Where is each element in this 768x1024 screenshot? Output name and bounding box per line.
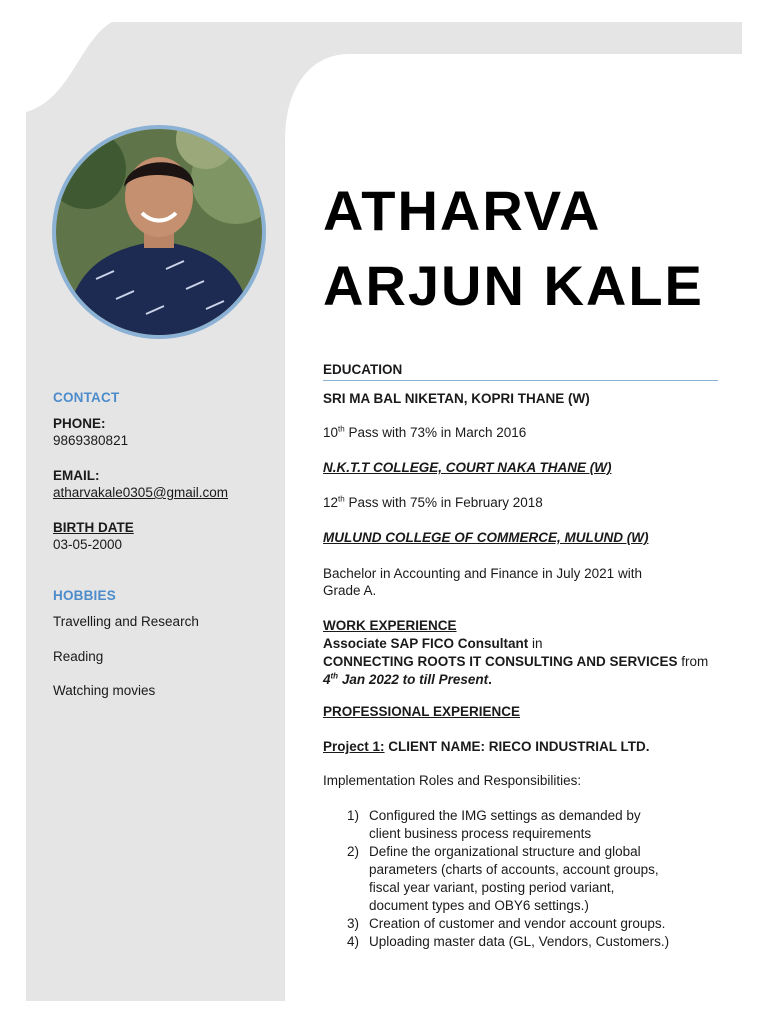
hobby-item: Reading — [53, 649, 104, 664]
person-avatar-icon — [56, 129, 262, 335]
school-1-result: 10th Pass with 73% in March 2016 — [323, 424, 527, 440]
phone-block — [53, 416, 268, 448]
hobby-item: Travelling and Research — [53, 614, 199, 629]
work-role: Associate SAP FICO Consultant in — [323, 636, 543, 651]
hobbies-heading: HOBBIES — [53, 588, 116, 603]
phone-label: PHONE: — [53, 416, 106, 431]
roles-heading: Implementation Roles and Responsibilities: — [323, 773, 582, 788]
profile-photo — [52, 125, 266, 339]
education-heading: EDUCATION — [323, 362, 403, 377]
school-2-name: N.K.T.T COLLEGE, COURT NAKA THANE (W) — [323, 460, 612, 475]
list-item: 4) Uploading master data (GL, Vendors, Customers.) — [347, 934, 670, 949]
email-link[interactable]: atharvakale0305@gmail.com — [53, 485, 229, 500]
school-3-result: Bachelor in Accounting and Finance in July 2021 with Grade A. — [323, 566, 642, 598]
birth-block — [53, 520, 268, 552]
hobby-item: Watching movies — [53, 683, 156, 698]
responsibilities-list — [323, 807, 723, 951]
list-item: 1) Configured the IMG settings as demanded by client business process requirements — [347, 808, 641, 841]
email-label: EMAIL: — [53, 468, 100, 483]
school-1-name: SRI MA BAL NIKETAN, KOPRI THANE (W) — [323, 391, 590, 406]
section-divider — [323, 380, 718, 381]
list-item: 3) Creation of customer and vendor account groups. — [347, 916, 666, 931]
school-2-result: 12th Pass with 75% in February 2018 — [323, 494, 543, 510]
work-company: CONNECTING ROOTS IT CONSULTING AND SERVICES from — [323, 654, 709, 669]
work-date: 4th Jan 2022 to till Present. — [323, 671, 492, 687]
birth-value: 03-05-2000 — [53, 537, 123, 552]
project-line: Project 1: CLIENT NAME: RIECO INDUSTRIAL LTD. — [323, 739, 650, 754]
school-3-name: MULUND COLLEGE OF COMMERCE, MULUND (W) — [323, 530, 649, 545]
professional-heading: PROFESSIONAL EXPERIENCE — [323, 704, 521, 719]
email-block — [53, 468, 268, 500]
work-experience-section — [323, 617, 708, 689]
list-item: 2) Define the organizational structure and global parameters (charts of accounts, account groups, fiscal year variant, posting period variant, document types and OBY6 settings.) — [347, 844, 659, 913]
work-heading: WORK EXPERIENCE — [323, 618, 457, 633]
birth-label: BIRTH DATE — [53, 520, 134, 535]
name-line-2: ARJUN KALE — [323, 254, 704, 317]
phone-value: 9869380821 — [53, 433, 129, 448]
name-line-1: ATHARVA — [323, 179, 602, 242]
contact-heading: CONTACT — [53, 390, 120, 405]
